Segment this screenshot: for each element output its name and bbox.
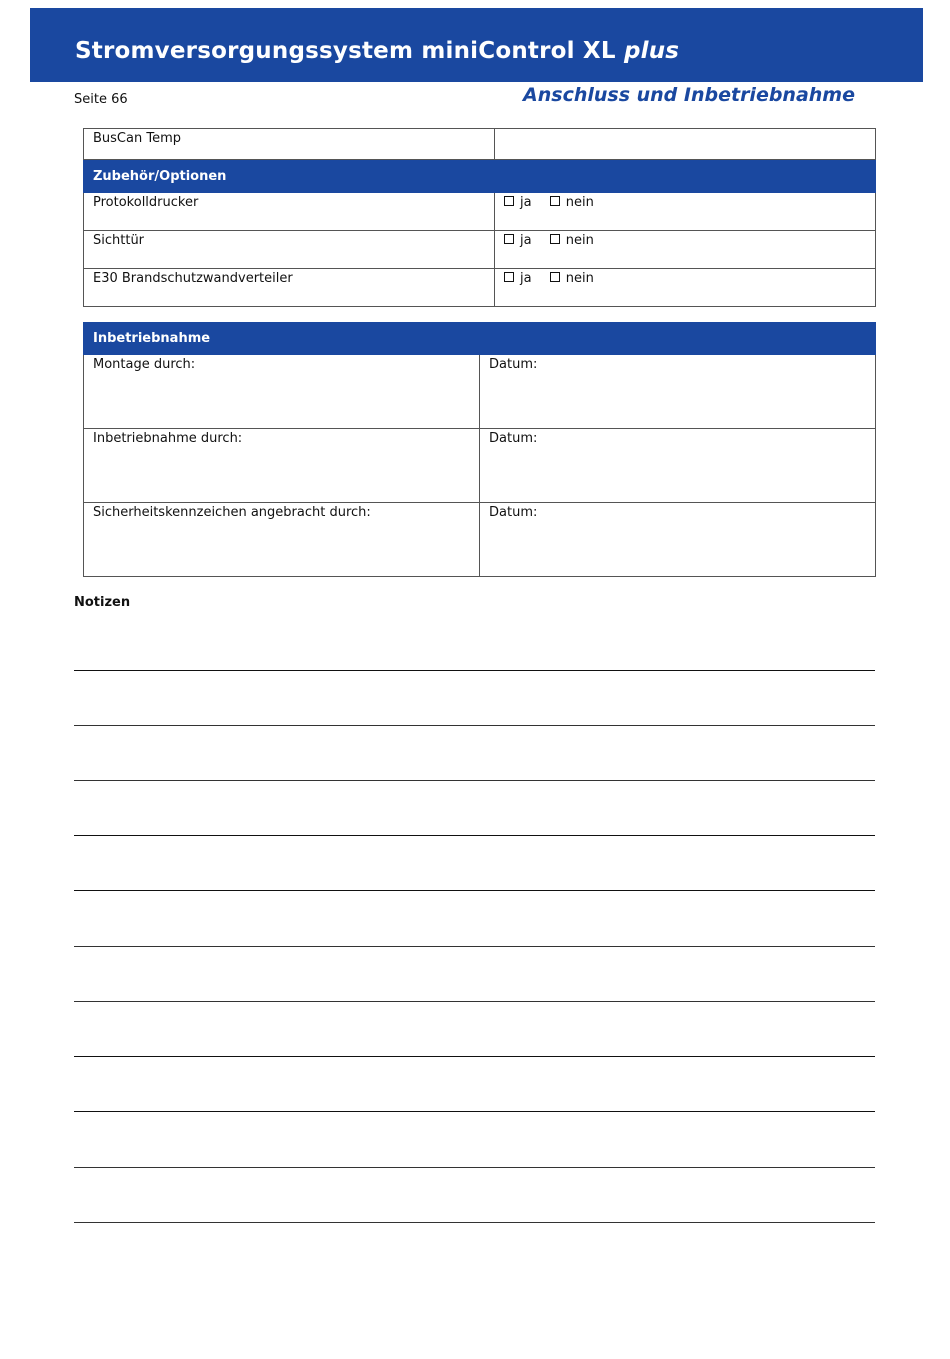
table-row: [84, 269, 876, 307]
note-line[interactable]: [74, 725, 875, 726]
date-label: Datum:: [489, 431, 538, 446]
signature-field[interactable]: [84, 429, 480, 503]
yes-label: ja: [520, 271, 532, 286]
table-cell-label: BusCan Temp: [84, 129, 495, 160]
option-label: E30 Brandschutzwandverteiler: [84, 269, 495, 307]
note-line[interactable]: [74, 890, 875, 891]
signature-label: Sicherheitskennzeichen angebracht durch:: [93, 505, 371, 520]
checkbox-icon[interactable]: [550, 272, 560, 282]
table-row: [84, 231, 876, 269]
table-section-header: [84, 323, 876, 355]
option-label: Protokolldrucker: [84, 193, 495, 231]
table-row: [84, 429, 876, 503]
option-choices: [495, 269, 876, 307]
signature-field[interactable]: [84, 355, 480, 429]
date-field[interactable]: [480, 355, 876, 429]
document-title-suffix: plus: [623, 38, 680, 64]
document-title-main: Stromversorgungssystem miniControl XL: [75, 38, 616, 64]
section-title-options: Zubehör/Optionen: [84, 160, 876, 193]
checkbox-icon[interactable]: [550, 196, 560, 206]
no-label: nein: [565, 233, 594, 248]
date-field[interactable]: [480, 429, 876, 503]
yes-option[interactable]: [504, 233, 532, 248]
table-row: [84, 193, 876, 231]
no-option[interactable]: [550, 233, 594, 248]
section-heading: Anschluss und Inbetriebnahme: [523, 84, 855, 106]
section-title-commissioning: Inbetriebnahme: [84, 323, 876, 355]
table-row: [84, 129, 876, 160]
no-label: nein: [565, 195, 594, 210]
table-cell-value[interactable]: [495, 129, 876, 160]
no-label: nein: [565, 271, 594, 286]
yes-label: ja: [520, 195, 532, 210]
yes-label: ja: [520, 233, 532, 248]
yes-option[interactable]: [504, 271, 532, 286]
option-label: Sichttür: [84, 231, 495, 269]
note-line[interactable]: [74, 1222, 875, 1223]
signature-field[interactable]: [84, 503, 480, 577]
yes-option[interactable]: [504, 195, 532, 210]
date-field[interactable]: [480, 503, 876, 577]
note-line[interactable]: [74, 1111, 875, 1112]
date-label: Datum:: [489, 357, 538, 372]
note-line[interactable]: [74, 1167, 875, 1168]
checkbox-icon[interactable]: [504, 272, 514, 282]
note-line[interactable]: [74, 835, 875, 836]
note-line[interactable]: [74, 670, 875, 671]
signature-label: Inbetriebnahme durch:: [93, 431, 243, 446]
no-option[interactable]: [550, 271, 594, 286]
no-option[interactable]: [550, 195, 594, 210]
commissioning-table: [83, 322, 876, 577]
table-section-header: [84, 160, 876, 193]
option-choices: [495, 193, 876, 231]
document-title: [75, 38, 679, 64]
page-number: Seite 66: [74, 92, 128, 107]
date-label: Datum:: [489, 505, 538, 520]
note-line[interactable]: [74, 780, 875, 781]
options-table: [83, 128, 876, 307]
note-line[interactable]: [74, 1001, 875, 1002]
note-line[interactable]: [74, 1056, 875, 1057]
notes-title: Notizen: [74, 595, 131, 610]
signature-label: Montage durch:: [93, 357, 196, 372]
checkbox-icon[interactable]: [550, 234, 560, 244]
option-choices: [495, 231, 876, 269]
note-line[interactable]: [74, 946, 875, 947]
table-row: [84, 355, 876, 429]
checkbox-icon[interactable]: [504, 234, 514, 244]
header-banner: [30, 8, 923, 82]
checkbox-icon[interactable]: [504, 196, 514, 206]
table-row: [84, 503, 876, 577]
